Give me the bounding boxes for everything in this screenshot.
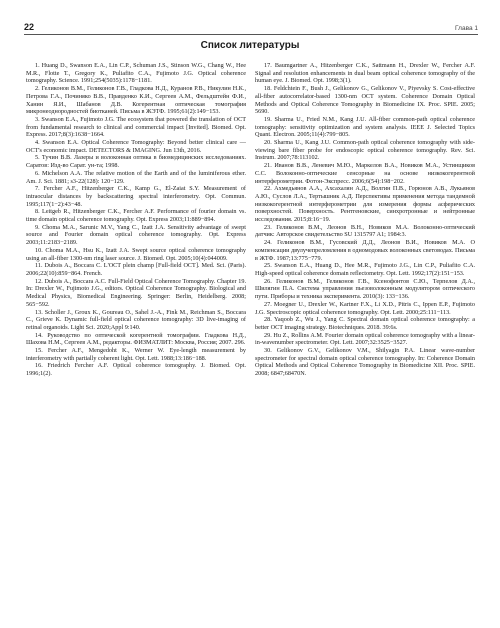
reference-item: 18. Feldchtein F., Bush J., Gelikonov G., Gelikonov V., Piyevsky S. Cost-effective all-fiber autocorrelator-based 1300-nm OCT system. Coherence Domain Optical Methods and Optical Coherence Tomography in Biomedicine IX. Proc. SPIE. 2005; 5690.: [255, 85, 475, 116]
reference-item: 5. Тучин В.В. Лазеры и волоконная оптика в биомедицинских исследованиях. Саратов: Изд-во Сарат. ун-та; 1998.: [26, 154, 246, 170]
references-column-right: [255, 62, 475, 622]
reference-item: 26. Геликонов В.М., Геликонов Г.В., Ксенофонтов С.Ю., Терпелов Д.А., Шилягин П.А. Система управления пьезоволоконным модулятором оптического пути. Приборы и техника эксперимента. 2010(3): 133−136.: [255, 277, 475, 301]
reference-item: 20. Sharma U., Kang J.U. Common-path optical coherence tomography with side-viewing bare fiber probe for endoscopic optical coherence tomography. Rev. Sci. Instrum. 2007;78:113102.: [255, 139, 475, 162]
reference-item: 6. Michelson A.A. The relative motion of the Earth and of the luminiferous ether. Am. J. Sci. 1881; s3-22(128): 120−129.: [26, 169, 246, 185]
reference-item: 23. Геликонов В.М., Леонов В.Н., Новиков М.А. Волоконно-оптический датчик: Авторское свидетельство SU 1315797 A1; 1984:3.: [255, 223, 475, 239]
section-title: Список литературы: [200, 40, 300, 51]
reference-item: 16. Friedrich Fercher A.F. Optical coherence tomography. J. Biomed. Opt. 1996;1(2).: [26, 362, 246, 378]
reference-item: 28. Yaqoob Z., Wu J., Yang C. Spectral domain optical coherence tomography: a better OCT imaging strategy. Biotechniques. 2018. 39:6s.: [255, 316, 475, 331]
reference-item: 24. Геликонов В.М., Гусовский Д.Д., Леонов В.И., Новиков М.А. О компенсации двулучепреломления в одномодовых волоконных световодах. Письма в ЖТФ. 1987;13:775−779.: [255, 239, 475, 262]
reference-item: 25. Swanson E.A., Huang D., Hee M.R., Fujimoto J.G., Lin C.P., Puliafito C.A. High-speed optical coherence domain reflectometry. Opt. Lett. 1992;17(2):151−153.: [255, 262, 475, 277]
reference-item: 8. Leitgeb R., Hitzenberger C.K., Fercher A.F. Performance of fourier domain vs. time domain optical coherence tomography. Opt. Express 2003;11:889−894.: [26, 208, 246, 224]
reference-item: 3. Swanson E.A., Fujimoto J.G. The ecosystem that powered the translation of OCT from fundamental research to clinical and commercial impact [Invited]. Biomed. Opt. Express. 2017;8(3):1638−1664.: [26, 115, 246, 139]
reference-item: 29. Hu Z., Rollins A.M. Fourier domain optical coherence tomography with a linear-in-wavenumber spectrometer. Opt. Lett. 2007;32:3525−3527.: [255, 331, 475, 347]
reference-item: 10. Choma M.A., Hsu K., Izatt J.A. Swept source optical coherence tomography using an all-fiber 1300-nm ring laser source. J. Biomed. Opt. 2005;10(4):044009.: [26, 246, 246, 262]
reference-item: 15. Fercher A.F., Mengedoht K., Werner W. Eye-length measurement by interferometry with partially coherent light. Opt. Lett. 1988;13:186−188.: [26, 347, 246, 362]
reference-item: 14. Руководство по оптической когерентной томографии. Гладкова Н.Д., Шахова Н.М., Сергеев А.М., редакторы. ФИЗМАТЛИТ: Москва, Россия; 2007. 296.: [26, 331, 246, 347]
reference-item: 17. Baumgartner A., Hitzenberger C.K., Sattmann H., Drexler W., Fercher A.F. Signal and resolution enhancements in dual beam optical coherence tomography of the human eye. J. Biomed. Opt. 1998;3(1).: [255, 62, 475, 85]
reference-item: 7. Fercher A.F., Hitzenberger C.K., Kamp G., El-Zaiat S.Y. Measurement of intraocular distances by backscattering spectral interferometry. Opt. Commun. 1995;117(1−2):43−48.: [26, 185, 246, 208]
page-header: [24, 16, 478, 35]
reference-item: 12. Dubois A., Boccara A.C. Full-Field Optical Coherence Tomography. Chapter 19. In: Drexler W., Fujimoto J.G., editors. Optical Coherence Tomography. Biological and Medical Physics, Biomedical Engineering. Springer: Berlin, Heidelberg. 2008; 565−592.: [26, 277, 246, 308]
reference-item: 9. Choma M.A., Sarunic M.V., Yang C., Izatt J.A. Sensitivity advantage of swept source and Fourier domain optical coherence tomography. Opt. Express 2003;11:2183−2189.: [26, 223, 246, 247]
chapter-label: Глава 1: [455, 25, 478, 32]
reference-item: 27. Moegner U., Drexler W., Kartner F.X., Li X.D., Pitris C., Ippen E.P., Fujimoto J.G. Spectroscopic optical coherence tomography. Opt. Lett. 2000;25:111−113.: [255, 300, 475, 316]
reference-item: 22. Ахмедьянов А.А., Ахсахалян А.Д., Волгин П.В., Горюнов А.В., Лукьянов А.Ю., Суслов Л.А., Тертышник А.Д. Перспективы применения метода тандемной низкокогерентной интерферометрии для измерения формы асферических поверхностей. Поверхность. Рентгеновские, синхротронные и нейтронные исследования. 2015;8:16−19.: [255, 185, 475, 224]
reference-item: 1. Huang D., Swanson E.A., Lin C.P., Schuman J.S., Stinson W.G., Chang W., Hee M.R., Flotte T., Gregory K., Puliafito C.A., Fujimoto J.G. Optical coherence tomography. Science. 1991;254(5035):1178−1181.: [26, 62, 246, 85]
reference-item: 19. Sharma U., Fried N.M., Kang J.U. All-fiber common-path optical coherence tomography: sensitivity optimization and system analysis. IEEE J. Selected Topics Quant. Electron. 2005;11(4):799−805.: [255, 115, 475, 139]
reference-item: 13. Scholler J., Groux K., Goureau O., Sahel J.-A., Fink M., Reichman S., Boccara C., Grieve K. Dynamic full-field optical coherence tomography: 3D live-imaging of retinal organoids. Light Sci. 2020;Appl 9:140.: [26, 308, 246, 331]
reference-item: 30. Gelikonov G.V., Gelikonov V.M., Shilyagin P.A. Linear wave-number spectrometer for spectral domain optical coherence tomography. In: Coherence Domain Optical Methods and Optical Coherence Tomography in Biomedicine XII. Proc. SPIE. 2008; 6847;68470N.: [255, 347, 475, 378]
reference-item: 2. Геликонов В.М., Геликонов Г.В., Гладкова Н.Д., Куранов Р.В., Никулин Н.К., Петрова Г.А., Починяко В.В., Правденко К.И., Сергеев А.М., Фельдштейн Ф.И., Ханин Я.И., Шабанов Д.В. Когерентная оптическая томография микронеоднородностей биотканей. Письма в ЖЭТФ. 1995;61(2):149−153.: [26, 85, 246, 116]
reference-item: 21. Иванов В.В., Леневич М.Ю., Маркелов В.А., Новиков М.А., Устинщиков С.С. Волоконно-оптические сенсорные на основе низкокогерентной интерферометрии. Фотон-Экспресс. 2006;6(54):198−202.: [255, 162, 475, 185]
reference-item: 4. Swanson E.A. Optical Coherence Tomography: Beyond better clinical care — OCT's economic impact. DETECTORS & IMAGING. Jun 13th, 2016.: [26, 139, 246, 154]
page-number: 22: [24, 22, 35, 32]
references-column-left: [26, 62, 246, 622]
reference-item: 11. Dubois A., Boccara C. L'OCT plein champ [Full-field OCT]. Med. Sci. (Paris). 2006;22(10):859−864. French.: [26, 262, 246, 277]
